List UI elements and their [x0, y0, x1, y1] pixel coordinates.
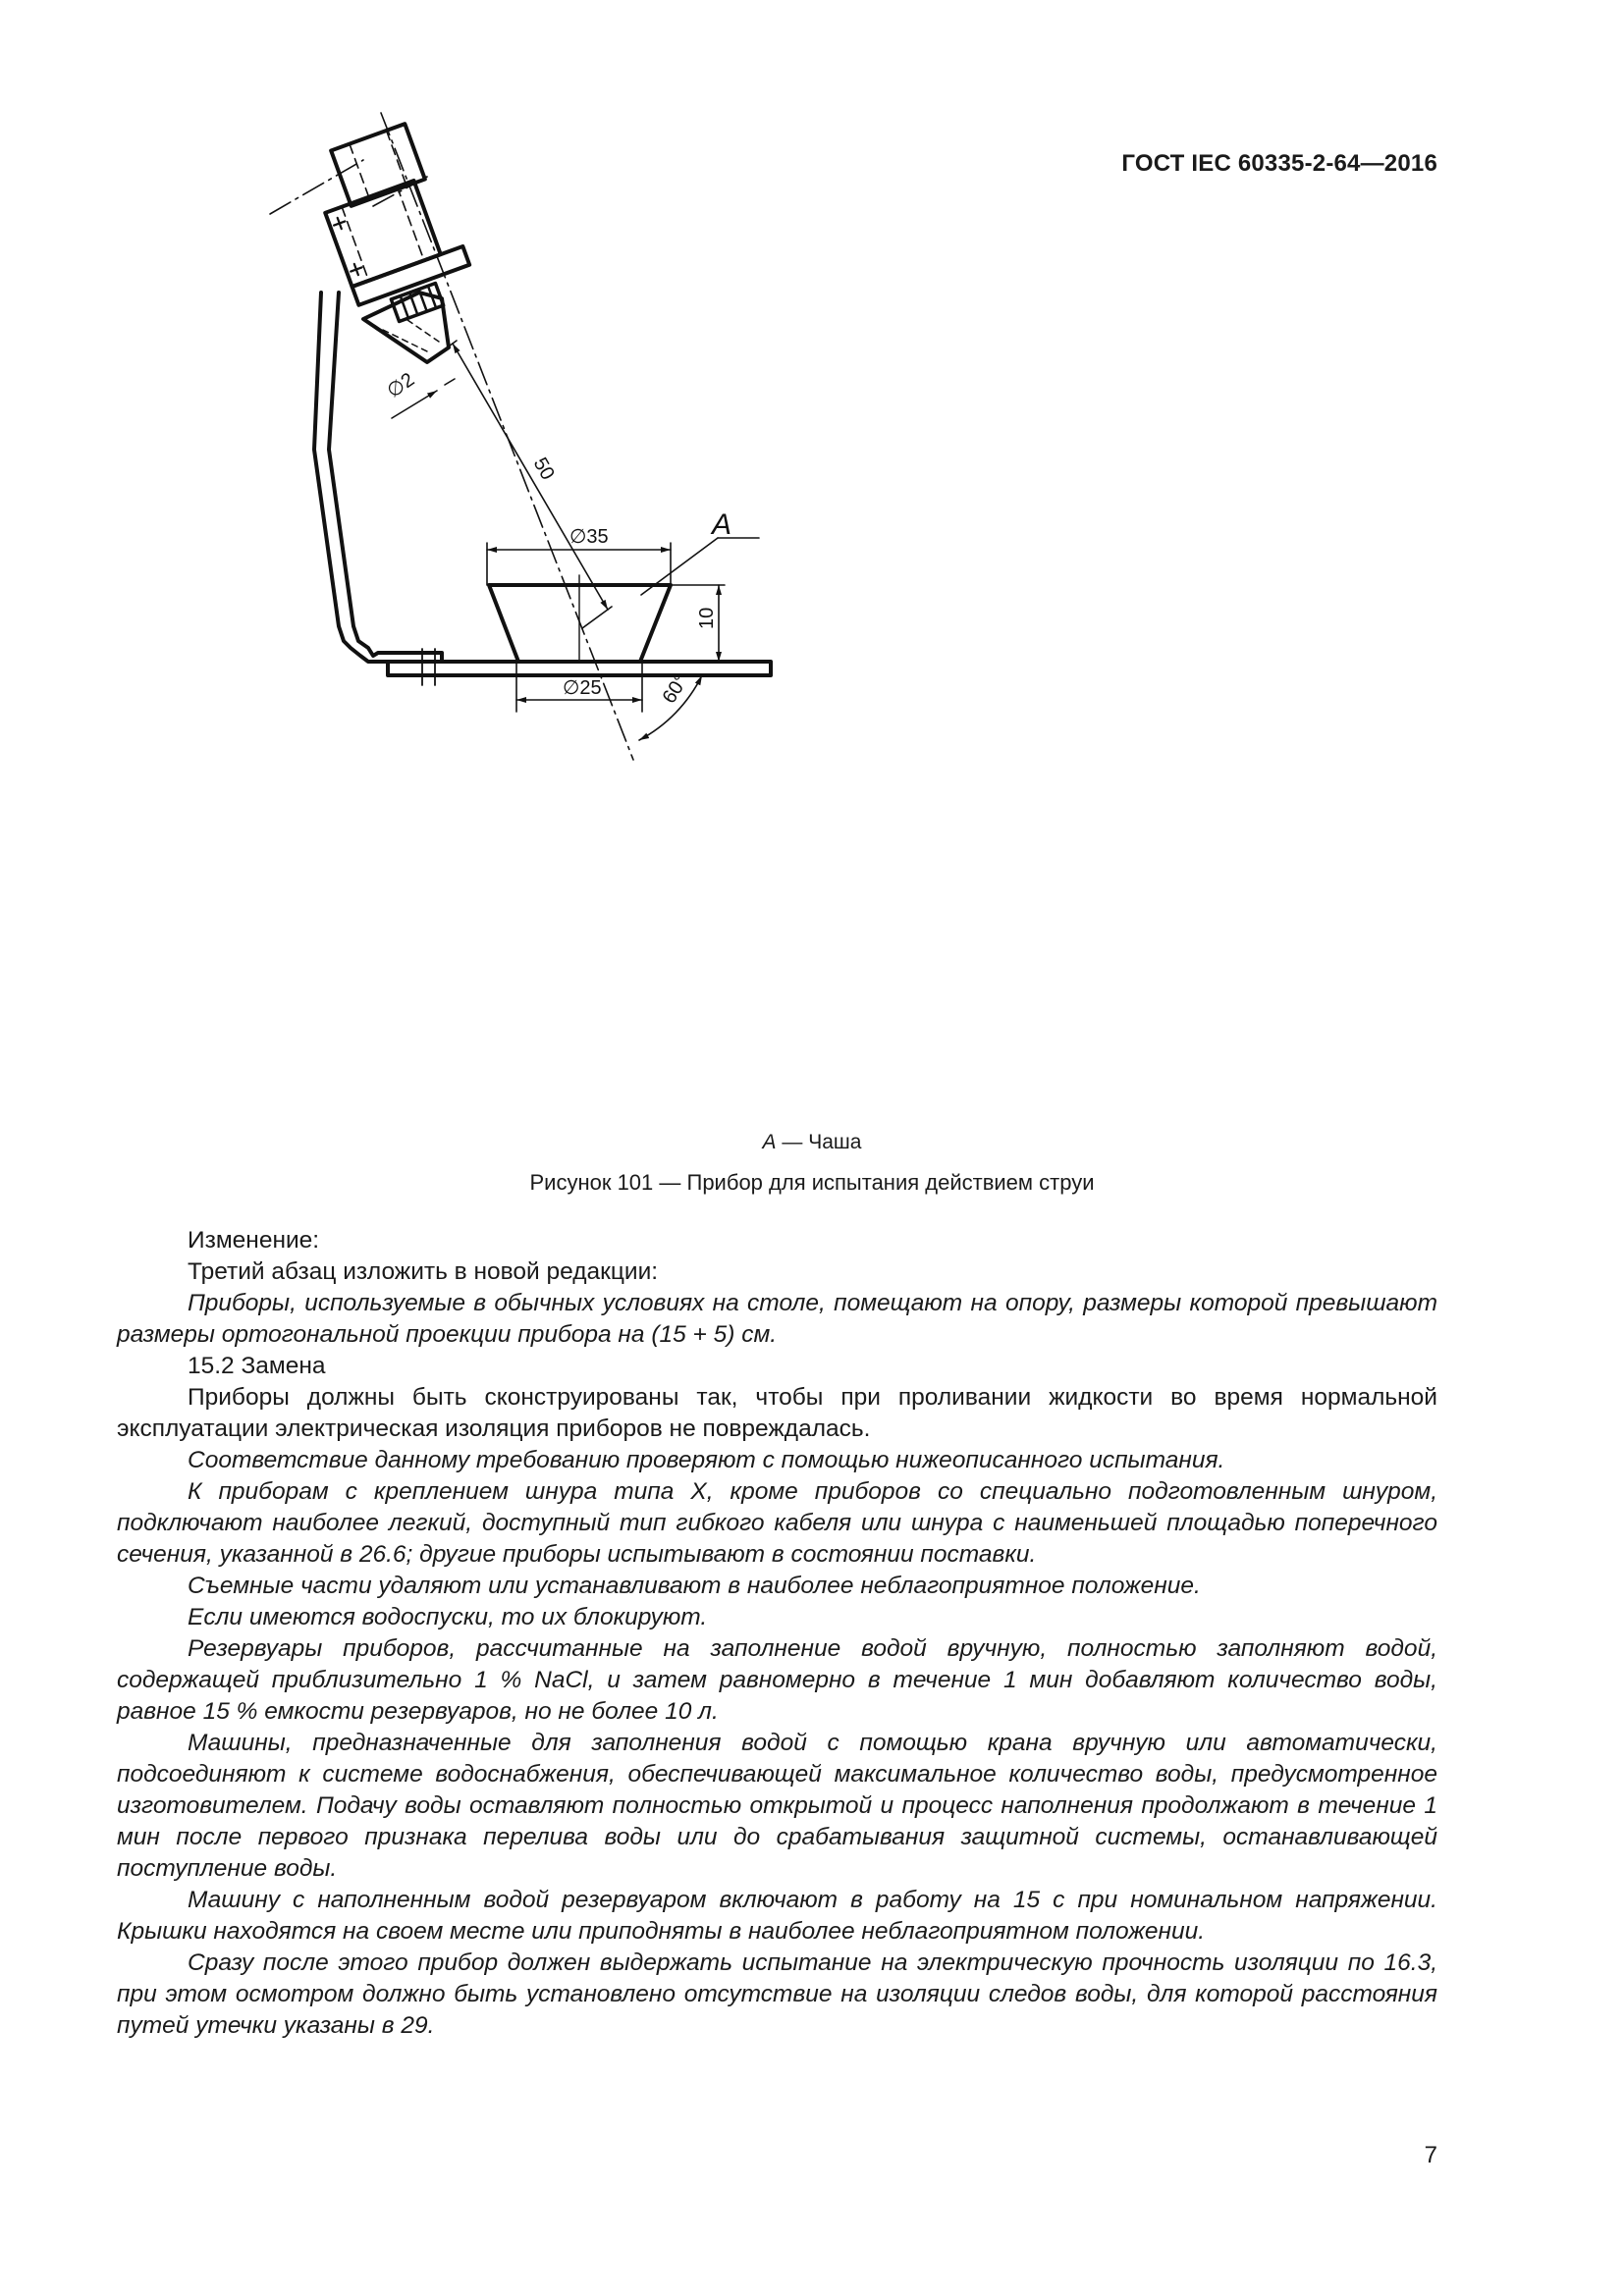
figure-legend: [0, 1131, 1624, 1154]
body-text: [117, 1225, 1437, 2042]
base-plate: [388, 662, 771, 675]
page-number: 7: [1424, 2142, 1437, 2168]
paragraph: Приборы, используемые в обычных условиях на столе, помещают на опору, размеры которой превышают размеры ортогональной проекции прибора на (15 + 5) см.: [117, 1290, 1437, 1348]
section-heading: 15.2 Замена: [188, 1353, 326, 1379]
technical-drawing: [383, 224, 1173, 1147]
paragraph: Третий абзац изложить в новой редакции:: [188, 1258, 659, 1285]
dim-label-height: 10: [696, 607, 718, 629]
dim-line-50: [453, 344, 608, 610]
paragraph: Машину с наполненным водой резервуаром включают в работу на 15 с при номинальном напряжении. Крышки находятся на своем месте или приподняты в наиболее неблагоприятном положении.: [117, 1887, 1437, 1945]
paragraph: К приборам с креплением шнура типа X, кроме приборов со специально подготовленным шнуром, подключают наиболее легкий, доступный тип гибкого кабеля или шнура с наименьшей площадью поперечного сечения, указанной в 26.6; другие приборы испытывают в состоянии поставки.: [117, 1478, 1437, 1568]
legend-text: — Чаша: [776, 1131, 862, 1153]
paragraph: Если имеются водоспуски, то их блокируют.: [188, 1604, 708, 1630]
figure-caption: Рисунок 101 — Прибор для испытания действием струи: [529, 1170, 1095, 1195]
paragraph: Машины, предназначенные для заполнения водой с помощью крана вручную или автоматически, подсоединяют к системе водоснабжения, обеспечивающей максимальное количество воды, предусмотренное изготовителем. Подачу воды оставляют полностью открытой и процесс наполнения продолжают в течение 1 мин после первого признака перелива воды или до срабатывания защитной системы, останавливающей поступление воды.: [117, 1730, 1437, 1882]
paragraph: Изменение:: [188, 1227, 320, 1254]
nozzle: [363, 293, 449, 362]
paragraph: Приборы должны быть сконструированы так, чтобы при проливании жидкости во время нормальной эксплуатации электрическая изоляция приборов не повреждалась.: [117, 1384, 1437, 1442]
part-label-A: A: [712, 508, 732, 541]
paragraph: Соответствие данному требованию проверяют с помощью нижеописанного испытания.: [188, 1447, 1225, 1473]
holder-arm: [314, 293, 442, 662]
dim-label-d2: ∅2: [383, 368, 419, 403]
paragraph: Сразу после этого прибор должен выдержать испытание на электрическую прочность изоляции по 16.3, при этом осмотром должно быть установлено отсутствие на изоляции следов воды, для которой расстояния путей утечки указаны в 29.: [117, 1949, 1437, 2039]
legend-letter: A: [762, 1131, 777, 1153]
figure-jet-test-apparatus: [383, 224, 1173, 1147]
document-header: ГОСТ IEC 60335-2-64—2016: [1121, 150, 1437, 177]
dim-label-d25: ∅25: [563, 677, 602, 699]
dim-label-angle: 60°: [658, 670, 693, 708]
dim-label-d35: ∅35: [569, 526, 609, 548]
paragraph: Съемные части удаляют или устанавливают в наиболее неблагоприятное положение.: [188, 1573, 1201, 1599]
paragraph: Резервуары приборов, рассчитанные на заполнение водой вручную, полностью заполняют водой, содержащей приблизительно 1 % NaCl, и затем равномерно в течение 1 мин добавляют количество воды, равное 15 % емкости резервуаров, но не более 10 л.: [117, 1635, 1437, 1725]
leader-A: [641, 538, 718, 595]
dim-label-50: 50: [528, 454, 559, 484]
